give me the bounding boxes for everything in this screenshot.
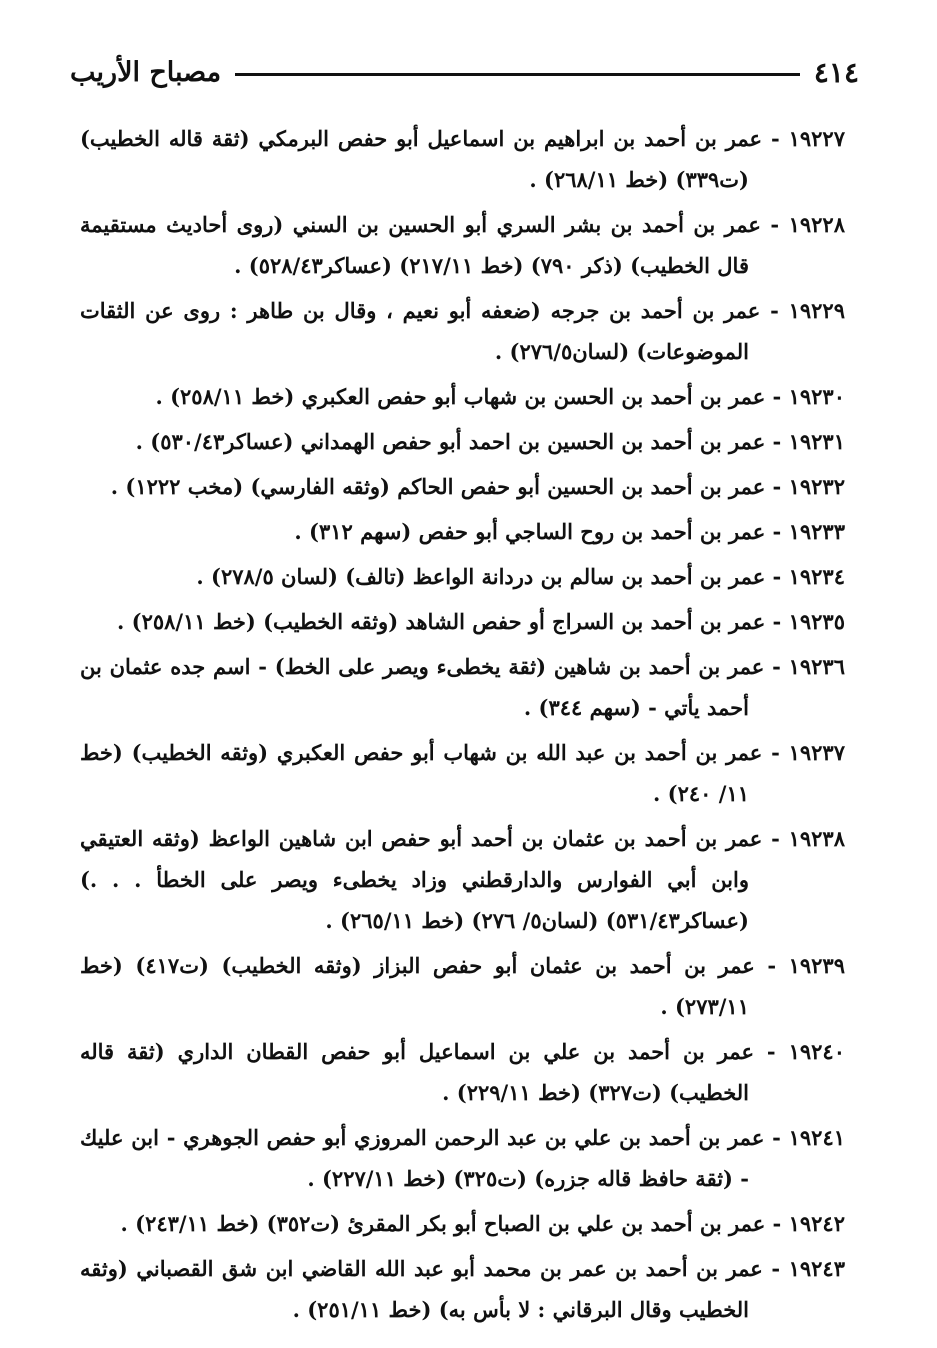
entry: ١٩٢٢٩ - عمر بن أحمد بن جرجه (ضعفه أبو نعيم ، وقال بن طاهر : روى عن الثقات الموضوعات) (لسان٢٧٦/٥) . xyxy=(80,290,845,372)
entry: ١٩٢٣٠ - عمر بن أحمد بن الحسن بن شهاب أبو حفص العكبري (خط ٢٥٨/١١) . xyxy=(80,376,845,417)
entry-number: ١٩٢٣٤ xyxy=(788,564,845,589)
entry-number: ١٩٢٣٣ xyxy=(788,519,845,544)
entry: ١٩٢٣٥ - عمر بن أحمد بن السراج أو حفص الشاهد (وثقه الخطيب) (خط ٢٥٨/١١) . xyxy=(80,601,845,642)
entry: ١٩٢٣٤ - عمر بن أحمد بن سالم بن دردانة الواعظ (تالف) (لسان ٢٧٨/٥) . xyxy=(80,556,845,597)
entry-number: ١٩٢٤٢ xyxy=(788,1211,845,1236)
entry: ١٩٢٣٨ - عمر بن أحمد بن عثمان بن أحمد أبو حفص ابن شاهين الواعظ (وثقه العتيقي وابن أبي الفوارس والدارقطني وزاد يخطىء ويصر على الخطأ . . .) (عساكر٥٣١/٤٣) (لسان٥/ ٢٧٦) (خط ٢٦٥/١١) . xyxy=(80,818,845,941)
entry: ١٩٢٤٠ - عمر بن أحمد بن علي بن اسماعيل أبو حفص القطان الداري (ثقة قاله الخطيب) (ت٣٢٧) (خط ٢٢٩/١١) . xyxy=(80,1031,845,1113)
entry: ١٩٢٢٧ - عمر بن أحمد بن ابراهيم بن اسماعيل أبو حفص البرمكي (ثقة قاله الخطيب) (ت٣٣٩) (خط ٢٦٨/١١) . xyxy=(80,118,845,200)
entry-number: ١٩٢٢٨ xyxy=(788,212,845,237)
page-number: ٤١٤ xyxy=(813,55,859,89)
entry-text: عمر بن أحمد بن سالم بن دردانة الواعظ (تالف) (لسان ٢٧٨/٥) . xyxy=(196,564,766,589)
entry: ١٩٢٤٢ - عمر بن أحمد بن علي بن الصباح أبو بكر المقرئ (ت٣٥٢) (خط ٢٤٣/١١) . xyxy=(80,1203,845,1244)
entry-text: عمر بن أحمد بن الحسين بن احمد أبو حفص الهمداني (عساكر٥٣٠/٤٣) . xyxy=(135,429,766,454)
running-title: مصباح الأريب xyxy=(70,56,222,88)
entry: ١٩٢٣٦ - عمر بن أحمد بن شاهين (ثقة يخطىء ويصر على الخط) - اسم جده عثمان بن أحمد يأتي - (سهم ٣٤٤) . xyxy=(80,646,845,728)
entry-text: عمر بن أحمد بن شاهين (ثقة يخطىء ويصر على الخط) - اسم جده عثمان بن أحمد يأتي - (سهم ٣٤٤) . xyxy=(80,654,765,720)
entry-text: عمر بن أحمد بن عمر بن محمد أبو عبد الله القاضي ابن شق القصباني (وثقه الخطيب وقال البرقاني : لا بأس به) (خط ٢٥١/١١) . xyxy=(80,1256,763,1322)
entry-number: ١٩٢٣٨ xyxy=(788,826,845,851)
entry: ١٩٢٣٣ - عمر بن أحمد بن روح الساجي أبو حفص (سهم ٣١٢) . xyxy=(80,511,845,552)
entry-number: ١٩٢٣٥ xyxy=(788,609,845,634)
entry-text: عمر بن أحمد بن عبد الله بن شهاب أبو حفص العكبري (وثقه الخطيب) (خط ١١/ ٢٤٠) . xyxy=(80,740,763,806)
entry: ١٩٢٣٩ - عمر بن أحمد بن عثمان أبو حفص البزاز (وثقه الخطيب) (ت٤١٧) (خط ٢٧٣/١١) . xyxy=(80,945,845,1027)
entry: ١٩٢٢٨ - عمر بن أحمد بن بشر السري أبو الحسين بن السني (روى أحاديث مستقيمة قال الخطيب) (ذكر ٧٩٠) (خط ٢١٧/١١) (عساكر٥٢٨/٤٣) . xyxy=(80,204,845,286)
entry-text: عمر بن أحمد بن الحسين أبو حفص الحاكم (وثقه الفارسي) (مخب ١٢٢٢) . xyxy=(110,474,766,499)
entries-list xyxy=(80,118,845,1334)
entry: ١٩٢٤٣ - عمر بن أحمد بن عمر بن محمد أبو عبد الله القاضي ابن شق القصباني (وثقه الخطيب وقال البرقاني : لا بأس به) (خط ٢٥١/١١) . xyxy=(80,1248,845,1330)
entry-number: ١٩٢٤٣ xyxy=(788,1256,845,1281)
entry-number: ١٩٢٣٢ xyxy=(788,474,845,499)
entry-number: ١٩٢٣١ xyxy=(788,429,845,454)
entry-number: ١٩٢٢٧ xyxy=(788,126,845,151)
entry-number: ١٩٢٣٧ xyxy=(788,740,845,765)
page-header xyxy=(70,52,859,92)
entry-number: ١٩٢٤٠ xyxy=(788,1039,845,1064)
entry: ١٩٢٣١ - عمر بن أحمد بن الحسين بن احمد أبو حفص الهمداني (عساكر٥٣٠/٤٣) . xyxy=(80,421,845,462)
entry-number: ١٩٢٣٦ xyxy=(788,654,845,679)
entry-text: عمر بن أحمد بن جرجه (ضعفه أبو نعيم ، وقال بن طاهر : روى عن الثقات الموضوعات) (لسان٢٧٦/٥) . xyxy=(80,298,761,364)
entry-text: عمر بن أحمد بن علي بن اسماعيل أبو حفص القطان الداري (ثقة قاله الخطيب) (ت٣٢٧) (خط ٢٢٩/١١) . xyxy=(80,1039,754,1105)
entry: ١٩٢٤١ - عمر بن أحمد بن علي بن عبد الرحمن المروزي أبو حفص الجوهري - ابن عليك - (ثقة حافظ قاله جزره) (ت٣٢٥) (خط ٢٢٧/١١) . xyxy=(80,1117,845,1199)
entry-text: عمر بن أحمد بن السراج أو حفص الشاهد (وثقه الخطيب) (خط ٢٥٨/١١) . xyxy=(117,609,766,634)
entry-text: عمر بن أحمد بن الحسن بن شهاب أبو حفص العكبري (خط ٢٥٨/١١) . xyxy=(155,384,766,409)
entry-text: عمر بن أحمد بن بشر السري أبو الحسين بن السني (روى أحاديث مستقيمة قال الخطيب) (ذكر ٧٩٠) (خط ٢١٧/١١) (عساكر٥٢٨/٤٣) . xyxy=(80,212,761,278)
entry-text: عمر بن أحمد بن علي بن الصباح أبو بكر المقرئ (ت٣٥٢) (خط ٢٤٣/١١) . xyxy=(120,1211,766,1236)
entry-text: عمر بن أحمد بن علي بن عبد الرحمن المروزي أبو حفص الجوهري - ابن عليك - (ثقة حافظ قاله جزره) (ت٣٢٥) (خط ٢٢٧/١١) . xyxy=(80,1125,765,1191)
entry: ١٩٢٣٧ - عمر بن أحمد بن عبد الله بن شهاب أبو حفص العكبري (وثقه الخطيب) (خط ١١/ ٢٤٠) . xyxy=(80,732,845,814)
entry-number: ١٩٢٤١ xyxy=(788,1125,846,1150)
entry-text: عمر بن أحمد بن عثمان أبو حفص البزاز (وثقه الخطيب) (ت٤١٧) (خط ٢٧٣/١١) . xyxy=(80,953,755,1019)
entry-text: عمر بن أحمد بن ابراهيم بن اسماعيل أبو حفص البرمكي (ثقة قاله الخطيب) (ت٣٣٩) (خط ٢٦٨/١١) . xyxy=(80,126,763,192)
header-rule xyxy=(235,73,800,76)
entry-number: ١٩٢٢٩ xyxy=(788,298,845,323)
entry-text: عمر بن أحمد بن روح الساجي أبو حفص (سهم ٣١٢) . xyxy=(294,519,766,544)
entry-text: عمر بن أحمد بن عثمان بن أحمد أبو حفص ابن شاهين الواعظ (وثقه العتيقي وابن أبي الفوارس والدارقطني وزاد يخطىء ويصر على الخطأ . . .) (عساكر٥٣١/٤٣) (لسان٥/ ٢٧٦) (خط ٢٦٥/١١) . xyxy=(80,826,763,933)
entry-number: ١٩٢٣٠ xyxy=(788,384,845,409)
entry: ١٩٢٣٢ - عمر بن أحمد بن الحسين أبو حفص الحاكم (وثقه الفارسي) (مخب ١٢٢٢) . xyxy=(80,466,845,507)
entry-number: ١٩٢٣٩ xyxy=(788,953,845,978)
